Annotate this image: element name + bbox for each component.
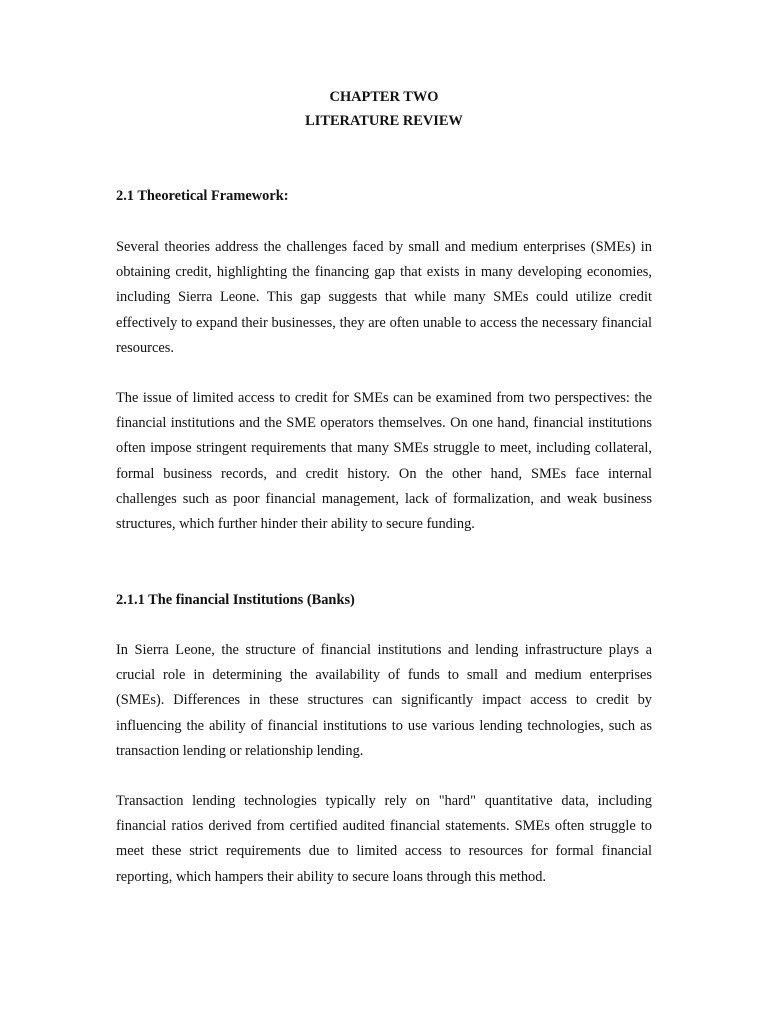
paragraph-theories: Several theories address the challenges faced by small and medium enterprises (SMEs) in obtaining credit, highlighting the financing gap that exists in many developing economies, including Sierra Leone. This gap suggests that while many SMEs could utilize credit effectively to expand their businesses, they are often unable to access the necessary financial resources. <box>116 239 652 356</box>
chapter-title: CHAPTER TWO <box>329 89 439 105</box>
section-heading-2-1: 2.1 Theoretical Framework: <box>116 188 289 204</box>
paragraph-perspectives: The issue of limited access to credit for SMEs can be examined from two perspectives: the financial institutions and the SME operators themselves. On one hand, financial institutions often impose stringent requirements that many SMEs struggle to meet, including collateral, formal business records, and credit history. On the other hand, SMEs face internal challenges such as poor financial management, lack of formalization, and weak business structures, which further hinder their ability to secure funding. <box>116 390 652 533</box>
chapter-heading <box>0 85 768 133</box>
paragraph-transaction-lending: Transaction lending technologies typically rely on "hard" quantitative data, including financial ratios derived from certified audited financial statements. SMEs often struggle to meet these strict requirements due to limited access to resources for formal financial reporting, which hampers their ability to secure loans through this method. <box>116 793 652 885</box>
section-heading-2-1-1: 2.1.1 The financial Institutions (Banks) <box>116 592 355 608</box>
paragraph-financial-structure: In Sierra Leone, the structure of financial institutions and lending infrastructure plays a crucial role in determining the availability of funds to small and medium enterprises (SMEs). Differences in these structures can significantly impact access to credit by influencing the ability of financial institutions to use various lending technologies, such as transaction lending or relationship lending. <box>116 642 652 759</box>
chapter-subtitle: LITERATURE REVIEW <box>305 113 463 129</box>
